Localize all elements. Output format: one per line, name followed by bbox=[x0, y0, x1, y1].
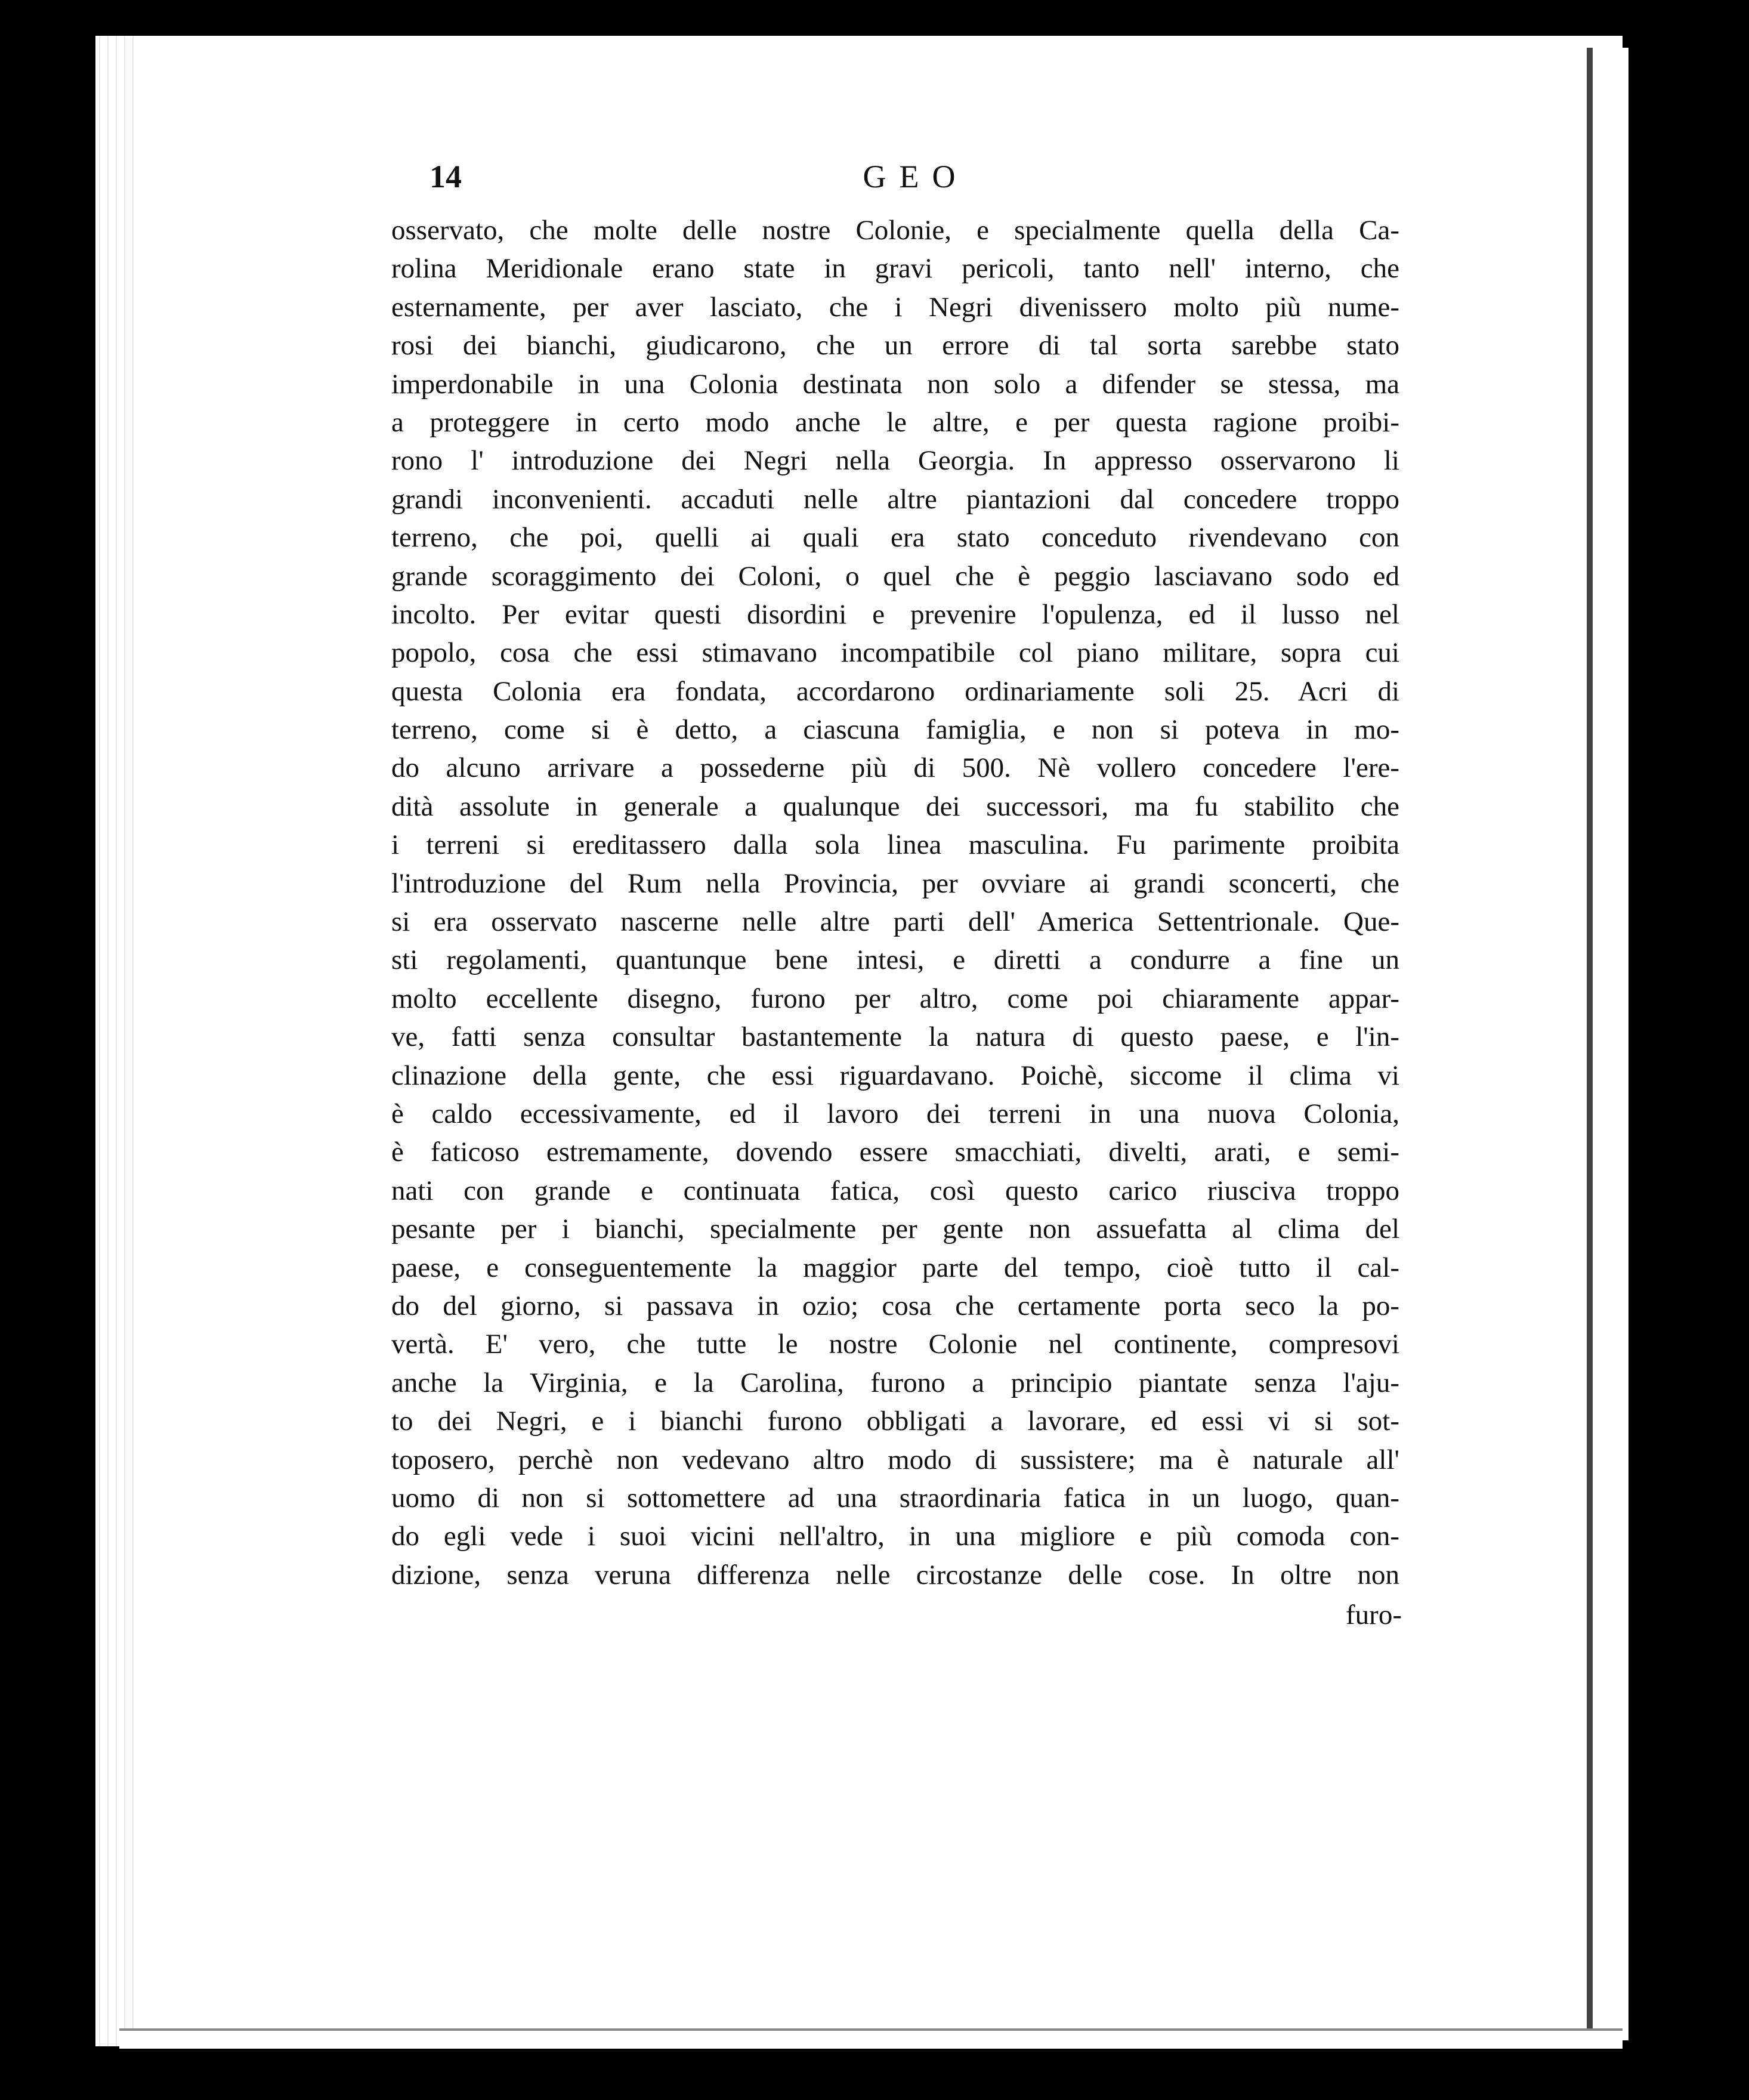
text-line: questa Colonia era fondata, accordarono ordinariamente soli 25. Acri di bbox=[391, 675, 1399, 707]
page-bottom-edge bbox=[119, 2028, 1623, 2049]
text-line: rono l' introduzione dei Negri nella Georgia. In appresso osservarono li bbox=[391, 445, 1399, 477]
text-line: nati con grande e continuata fatica, così questo carico riusciva troppo bbox=[391, 1175, 1399, 1206]
text-line: do egli vede i suoi vicini nell'altro, in una migliore e più comoda con- bbox=[391, 1521, 1399, 1552]
text-line: pesante per i bianchi, specialmente per gente non assuefatta al clima del bbox=[391, 1213, 1399, 1245]
text-line: è caldo eccessivamente, ed il lavoro dei terreni in una nuova Colonia, bbox=[391, 1098, 1399, 1129]
text-line: esternamente, per aver lasciato, che i Negri divenissero molto più nume- bbox=[391, 291, 1399, 323]
text-line: l'introduzione del Rum nella Provincia, per ovviare ai grandi sconcerti, che bbox=[391, 867, 1399, 899]
text-line: grande scoraggimento dei Coloni, o quel che è peggio lasciavano sodo ed bbox=[391, 560, 1399, 592]
text-line: paese, e conseguentemente la maggior parte del tempo, cioè tutto il cal- bbox=[391, 1252, 1399, 1283]
body-text bbox=[391, 211, 1399, 1594]
text-line: do alcuno arrivare a possederne più di 500. Nè vollero concedere l'ere- bbox=[391, 752, 1399, 784]
running-head bbox=[429, 158, 1402, 200]
text-line: dità assolute in generale a qualunque dei successori, ma fu stabilito che bbox=[391, 790, 1399, 822]
text-line: imperdonabile in una Colonia destinata non solo a difender se stessa, ma bbox=[391, 368, 1399, 400]
text-line: clinazione della gente, che essi riguardavano. Poichè, siccome il clima vi bbox=[391, 1060, 1399, 1091]
text-line: ve, fatti senza consultar bastantemente la natura di questo paese, e l'in- bbox=[391, 1021, 1399, 1053]
text-line: rosi dei bianchi, giudicarono, che un errore di tal sorta sarebbe stato bbox=[391, 330, 1399, 362]
text-line: è faticoso estremamente, dovendo essere smacchiati, divelti, arati, e semi- bbox=[391, 1137, 1399, 1168]
text-line: do del giorno, si passava in ozio; cosa che certamente porta seco la po- bbox=[391, 1290, 1399, 1321]
text-line: a proteggere in certo modo anche le altre, e per questa ragione proibi- bbox=[391, 406, 1399, 438]
catchword: furo- bbox=[1346, 1599, 1402, 1630]
text-line: i terreni si ereditassero dalla sola linea masculina. Fu parimente proibita bbox=[391, 829, 1399, 861]
text-line: vertà. E' vero, che tutte le nostre Colonie nel continente, compresovi bbox=[391, 1329, 1399, 1360]
text-line: uomo di non si sottomettere ad una straordinaria fatica in un luogo, quan- bbox=[391, 1482, 1399, 1514]
text-line: grandi inconvenienti. accaduti nelle altre piantazioni dal concedere troppo bbox=[391, 483, 1399, 515]
text-line: anche la Virginia, e la Carolina, furono a principio piantate senza l'aju- bbox=[391, 1367, 1399, 1398]
text-line: terreno, che poi, quelli ai quali era stato conceduto rivendevano con bbox=[391, 522, 1399, 554]
text-line: toposero, perchè non vedevano altro modo di sussistere; ma è naturale all' bbox=[391, 1444, 1399, 1475]
text-line: sti regolamenti, quantunque bene intesi, e diretti a condurre a fine un bbox=[391, 944, 1399, 976]
text-line: terreno, come si è detto, a ciascuna famiglia, e non si poteva in mo- bbox=[391, 714, 1399, 746]
text-line: to dei Negri, e i bianchi furono obbligati a lavorare, ed essi vi si sot- bbox=[391, 1406, 1399, 1437]
text-line: rolina Meridionale erano state in gravi pericoli, tanto nell' interno, che bbox=[391, 253, 1399, 285]
text-line: dizione, senza veruna differenza nelle circostanze delle cose. In oltre non bbox=[391, 1559, 1399, 1591]
page-right-edge bbox=[1587, 48, 1629, 2040]
text-line: molto eccellente disegno, furono per altro, come poi chiaramente appar- bbox=[391, 983, 1399, 1014]
headword: GEO bbox=[863, 159, 969, 194]
text-line: osservato, che molte delle nostre Colonie, e specialmente quella della Ca- bbox=[391, 215, 1399, 246]
text-line: si era osservato nascerne nelle altre parti dell' America Settentrionale. Que- bbox=[391, 906, 1399, 938]
page-gutter bbox=[95, 36, 137, 2046]
page-number: 14 bbox=[429, 159, 462, 194]
text-line: popolo, cosa che essi stimavano incompatibile col piano militare, sopra cui bbox=[391, 637, 1399, 669]
text-line: incolto. Per evitar questi disordini e prevenire l'opulenza, ed il lusso nel bbox=[391, 598, 1399, 630]
